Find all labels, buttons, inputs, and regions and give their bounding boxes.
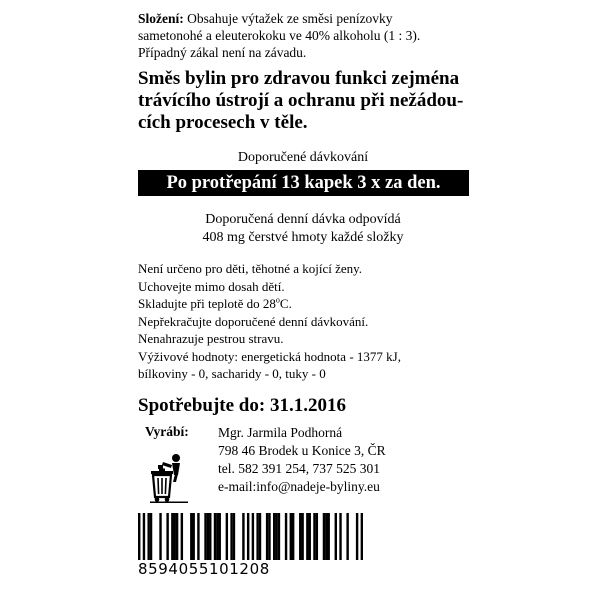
barcode-bar — [292, 513, 294, 560]
composition-line-2: sametonohé a eleuterokoku ve 40% alkoholu (1 : 3). — [138, 28, 421, 43]
barcode-bar — [143, 513, 145, 560]
barcode-bar — [301, 513, 303, 560]
barcode-bar — [306, 513, 308, 560]
barcode-bar — [275, 513, 277, 560]
product-headline — [138, 68, 468, 134]
barcode-bar — [273, 513, 275, 560]
headline-line-3: cích procesech v těle. — [138, 112, 308, 133]
warning-line-4: Nepřekračujte doporučené denní dávkování. — [138, 313, 369, 329]
barcode-bar — [190, 513, 192, 560]
dosage-title: Doporučené dávkování — [237, 150, 369, 165]
daily-dose-line-2: 408 mg čerstvé hmoty každé složky — [202, 230, 404, 245]
warnings-block — [138, 260, 468, 383]
barcode-bar — [207, 513, 209, 560]
barcode-bar — [339, 513, 341, 560]
barcode-digits: 8594055101208 — [138, 560, 270, 578]
producer-name: Mgr. Jarmila Podhorná — [218, 425, 343, 440]
barcode-bar — [335, 513, 337, 560]
barcode-bar — [166, 513, 168, 560]
daily-dose-line-1: Doporučená denní dávka odpovídá — [205, 212, 401, 227]
barcode-bar — [226, 513, 228, 560]
barcode-bar — [356, 513, 358, 560]
barcode-bar — [285, 513, 287, 560]
storage-temp-text: Skladujte při teplotě do 28 — [138, 296, 276, 311]
barcode-bar — [209, 513, 211, 560]
barcode-bar — [242, 513, 244, 560]
barcode-bar — [230, 513, 232, 560]
barcode-bar — [309, 513, 311, 560]
barcode-bar — [313, 513, 315, 560]
barcode-bar — [290, 513, 292, 560]
barcode-bar — [268, 513, 270, 560]
barcode — [138, 513, 363, 560]
barcode-bar — [192, 513, 194, 560]
barcode-bar — [138, 513, 140, 560]
barcode-bar — [147, 513, 149, 560]
nutrition-line-2: bílkoviny - 0, sacharidy - 0, tuky - 0 — [138, 366, 326, 381]
barcode-bar — [323, 513, 325, 560]
producer-email: e-mail:info@nadeje-byliny.eu — [218, 479, 380, 494]
barcode-bar — [181, 513, 183, 560]
barcode-bar — [219, 513, 221, 560]
degree-sign: o — [275, 295, 280, 305]
barcode-bar — [346, 513, 348, 560]
producer-address: 798 46 Brodek u Konice 3, ČR — [218, 443, 386, 458]
best-before-date: Spotřebujte do: 31.1.2016 — [138, 395, 346, 416]
composition-line-3: Případný zákal není na závadu. — [138, 45, 307, 60]
dosage-instruction-box: Po protřepání 13 kapek 3 x za den. — [138, 170, 469, 196]
composition-text — [138, 10, 468, 61]
barcode-bar — [316, 513, 318, 560]
barcode-bar — [216, 513, 218, 560]
daily-dose-info — [138, 211, 468, 247]
composition-line-1: Obsahuje výtažek ze směsi penízovky — [183, 11, 393, 26]
barcode-bar — [150, 513, 152, 560]
barcode-bar — [214, 513, 216, 560]
barcode-bar — [259, 513, 261, 560]
nutrition-line-1: Výživové hodnoty: energetická hodnota - 1377 kJ, — [138, 348, 401, 364]
barcode-bar — [266, 513, 268, 560]
headline-line-1: Směs bylin pro zdravou funkci zejména — [138, 68, 460, 89]
barcode-bar — [278, 513, 280, 560]
barcode-bar — [159, 513, 161, 560]
barcode-bar — [171, 513, 173, 560]
barcode-bar — [252, 513, 254, 560]
producer-details — [218, 424, 468, 496]
barcode-bar — [299, 513, 301, 560]
barcode-bar — [233, 513, 235, 560]
barcode-bar — [327, 513, 329, 560]
barcode-bar — [247, 513, 249, 560]
barcode-bar — [174, 513, 176, 560]
barcode-bar — [256, 513, 258, 560]
warning-line-5: Nenahrazuje pestrou stravu. — [138, 331, 284, 346]
warning-line-1: Není určeno pro děti, těhotné a kojící ženy. — [138, 261, 363, 276]
storage-temp-unit: C. — [279, 296, 292, 311]
headline-line-2: trávícího ústrojí a ochranu při nežádou- — [138, 90, 464, 111]
trash-bin-disposal-icon — [150, 453, 188, 503]
barcode-bar — [197, 513, 199, 560]
producer-label: Vyrábí: — [145, 424, 189, 439]
barcode-bar — [204, 513, 206, 560]
producer-phone: tel. 582 391 254, 737 525 301 — [218, 461, 380, 476]
barcode-bar — [325, 513, 327, 560]
warning-line-2: Uchovejte mimo dosah dětí. — [138, 278, 285, 294]
barcode-bar — [361, 513, 363, 560]
warning-line-3 — [138, 295, 468, 313]
composition-label: Složení: — [138, 11, 184, 26]
barcode-bar — [176, 513, 178, 560]
